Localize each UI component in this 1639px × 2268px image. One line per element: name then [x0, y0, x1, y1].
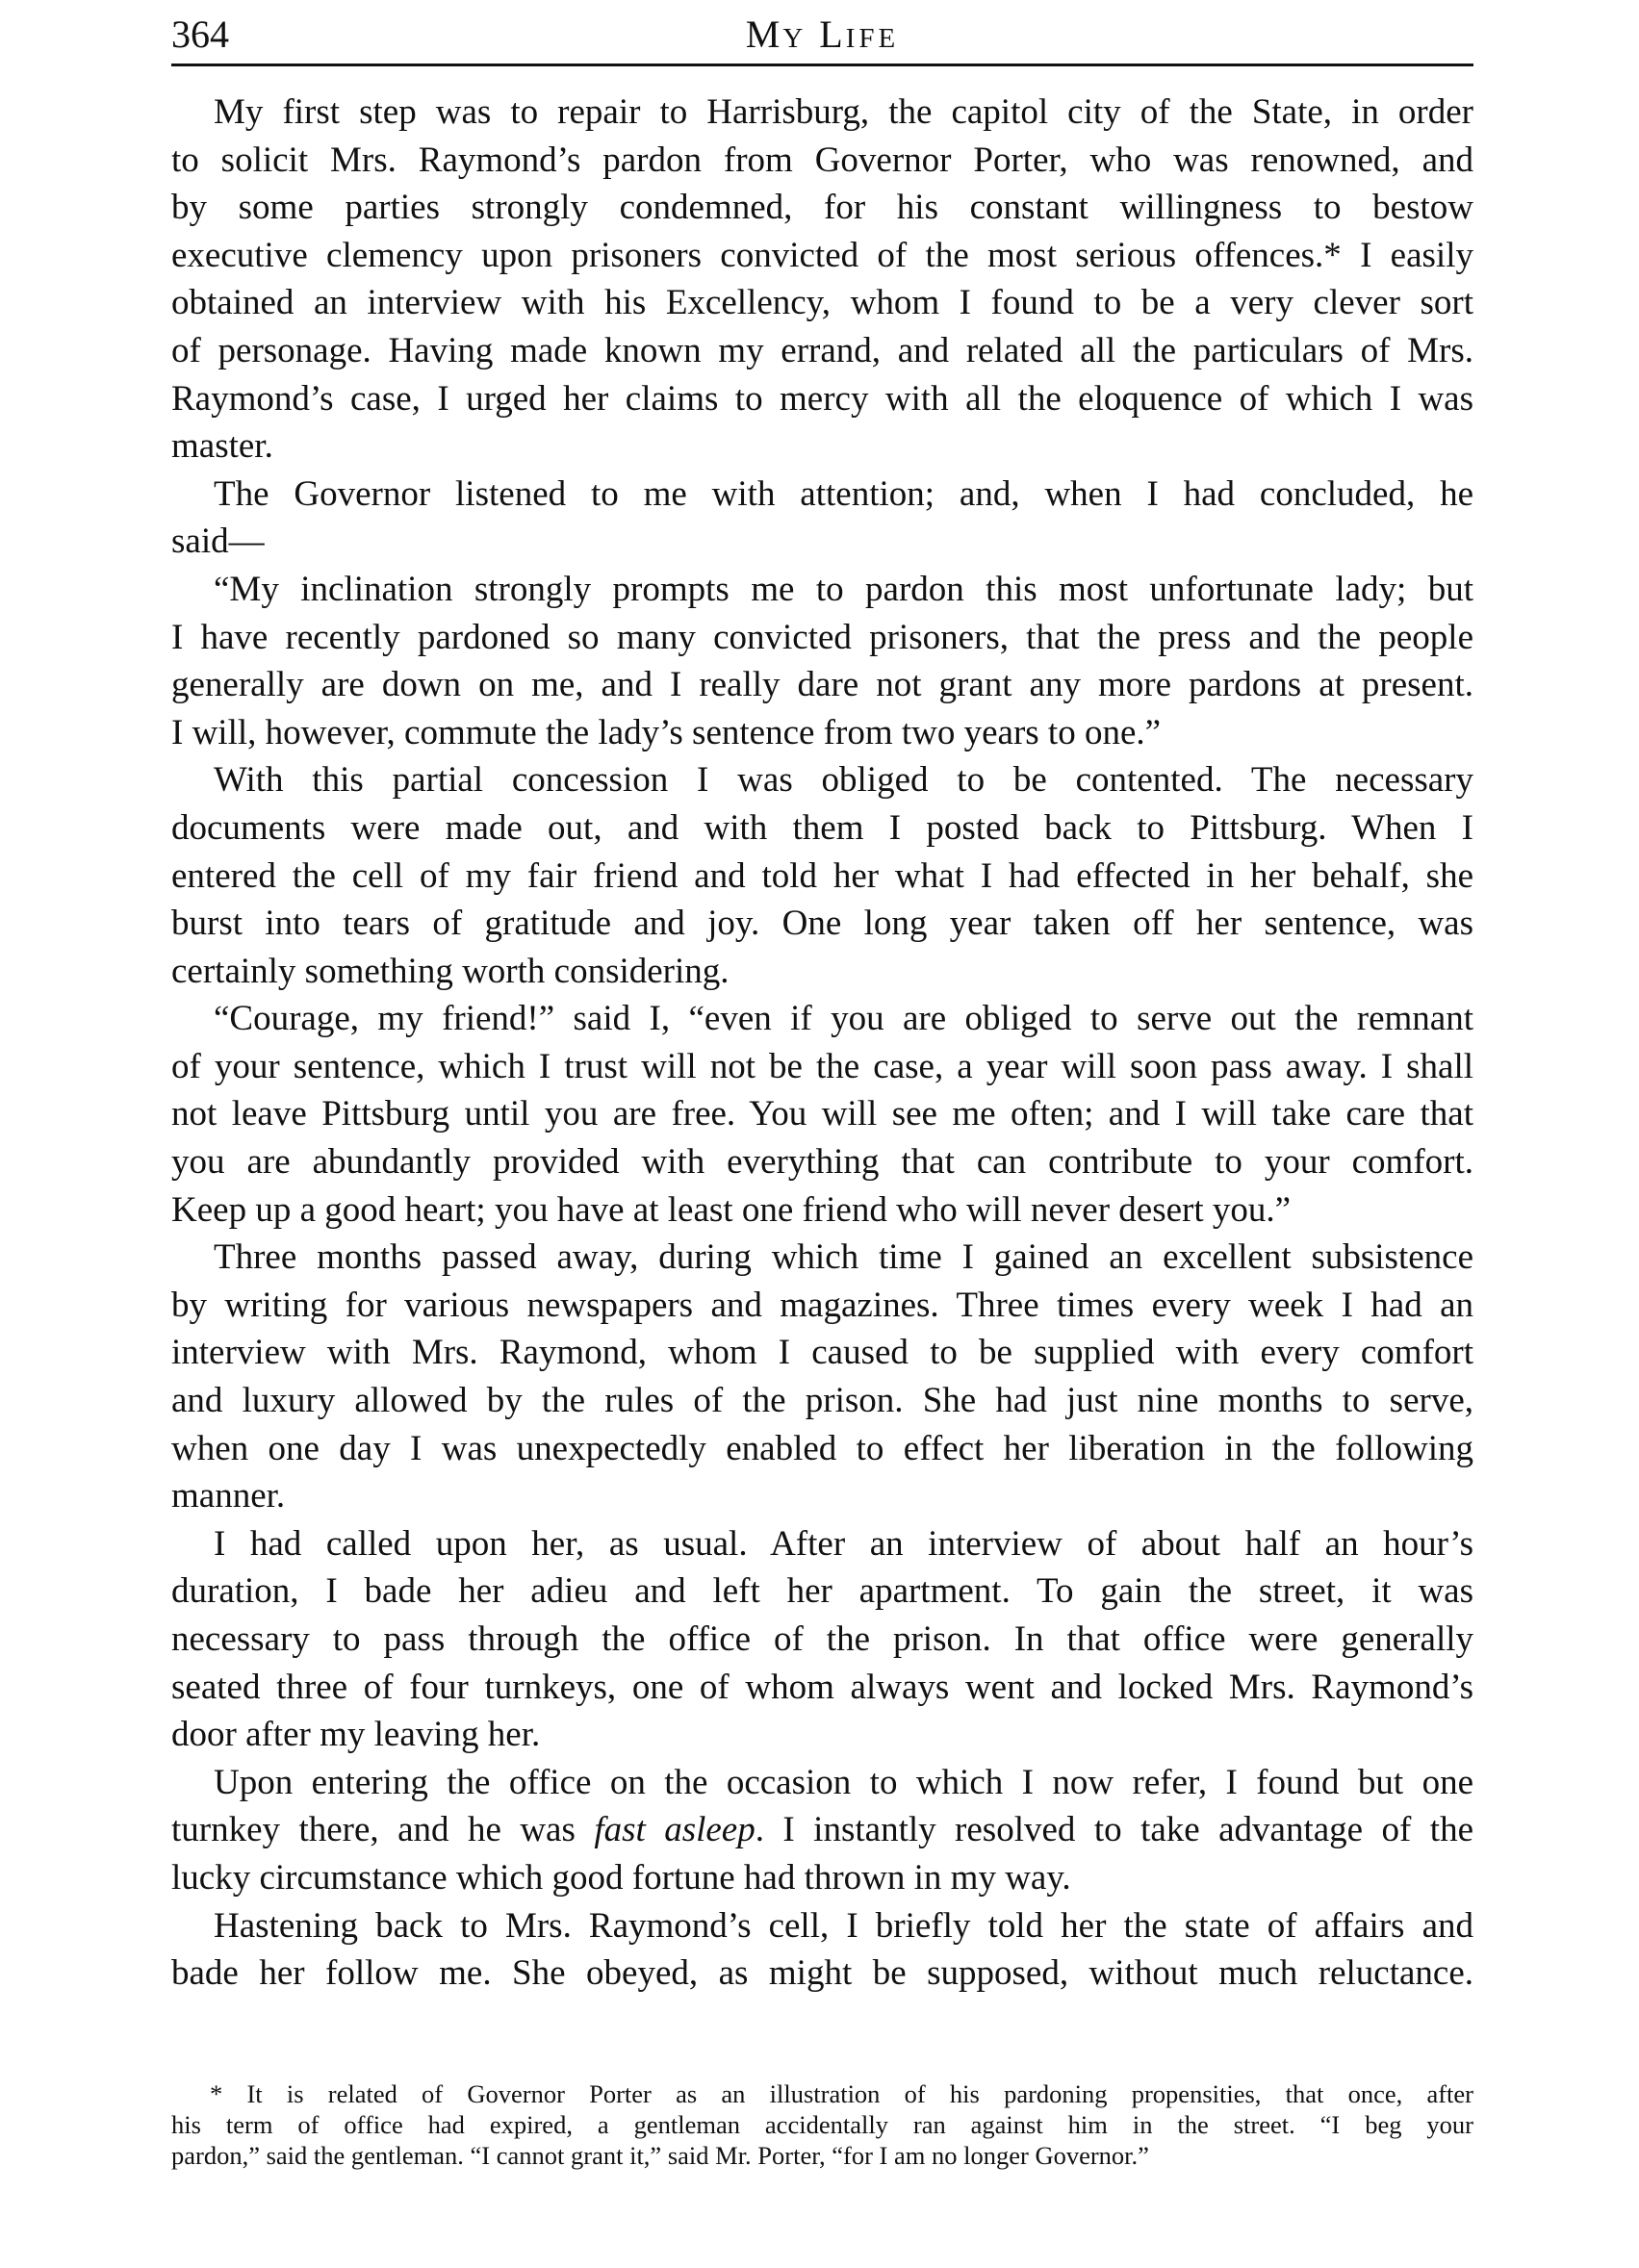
italic-emphasis: fast asleep [594, 1810, 755, 1850]
paragraph: I had called upon her, as usual. After an interview of about half an hour’s duration, I bade her adieu and left her apartment. To gain the street, it was necessary to pass through the office of the prison. In that office were generally seated three of four turnkeys, one of whom always went and locked Mrs. Raymond’s door after my leaving her. [171, 1523, 1473, 1755]
paragraph: With this partial concession I was obliged to be contented. The necessary documents were made out, and with them I posted back to Pittsburg. When I entered the cell of my fair friend and told her what I had effected in her behalf, she burst into tears of gratitude and joy. One long year taken off her sentence, was certainly something worth considering. [171, 760, 1473, 991]
page-number: 364 [171, 13, 229, 56]
paragraph: Hastening back to Mrs. Raymond’s cell, I briefly told her the state of affairs and bade her follow me. She obeyed, as might be supposed, without much reluctance. [171, 1905, 1473, 1994]
paragraph: “Courage, my friend!” said I, “even if you are obliged to serve out the remnant of your sentence, which I trust will not be the case, a year will soon pass away. I shall not leave Pittsburg until you are free. You will see me often; and I will take care that you are abundantly provided with everything that can contribute to your comfort. Keep up a good heart; you have at least one friend who will never desert you.” [171, 999, 1473, 1230]
paragraph: Three months passed away, during which time I gained an excellent subsistence by writing for various newspapers and magazines. Three times every week I had an interview with Mrs. Raymond, whom I caused to be supplied with every comfort and luxury allowed by the rules of the prison. She had just nine months to serve, when one day I was unexpectedly enabled to effect her liberation in the following manner. [171, 1237, 1473, 1516]
header-rule [171, 64, 1473, 66]
body-text [171, 89, 1473, 1998]
running-title: MY LIFE [745, 13, 900, 56]
paragraph: My first step was to repair to Harrisburg, the capitol city of the State, in order to solicit Mrs. Raymond’s pardon from Governor Porter, who was renowned, and by some parties strongly condemned, for his constant willingness to bestow executive clemency upon prisoners convicted of the most serious offences.* I easily obtained an interview with his Excellency, whom I found to be a very clever sort of personage. Having made known my errand, and related all the particulars of Mrs. Raymond’s case, I urged her claims to mercy with all the eloquence of which I was master. [171, 92, 1473, 467]
paragraph: Upon entering the office on the occasion to which I now refer, I found but one turnkey there, and he was fast asleep. I instantly resolved to take advantage of the lucky circumstance which good fortune had thrown in my way. [171, 1762, 1473, 1898]
paragraph: The Governor listened to me with attention; and, when I had concluded, he said— [171, 473, 1473, 562]
running-head [171, 0, 1473, 65]
paragraph: “My inclination strongly prompts me to pardon this most unfortunate lady; but I have recently pardoned so many convicted prisoners, that the press and the people generally are down on me, and I really dare not grant any more pardons at present. I will, however, commute the lady’s sentence from two years to one.” [171, 569, 1473, 752]
book-page [171, 0, 1473, 2170]
footnote: * It is related of Governor Porter as an illustration of his pardoning propensities, that once, after his term of office had expired, a gentleman accidentally ran against him in the street. “I beg your pardon,” said the gentleman. “I cannot grant it,” said Mr. Porter, “for I am no longer Governor.” [171, 2079, 1473, 2170]
